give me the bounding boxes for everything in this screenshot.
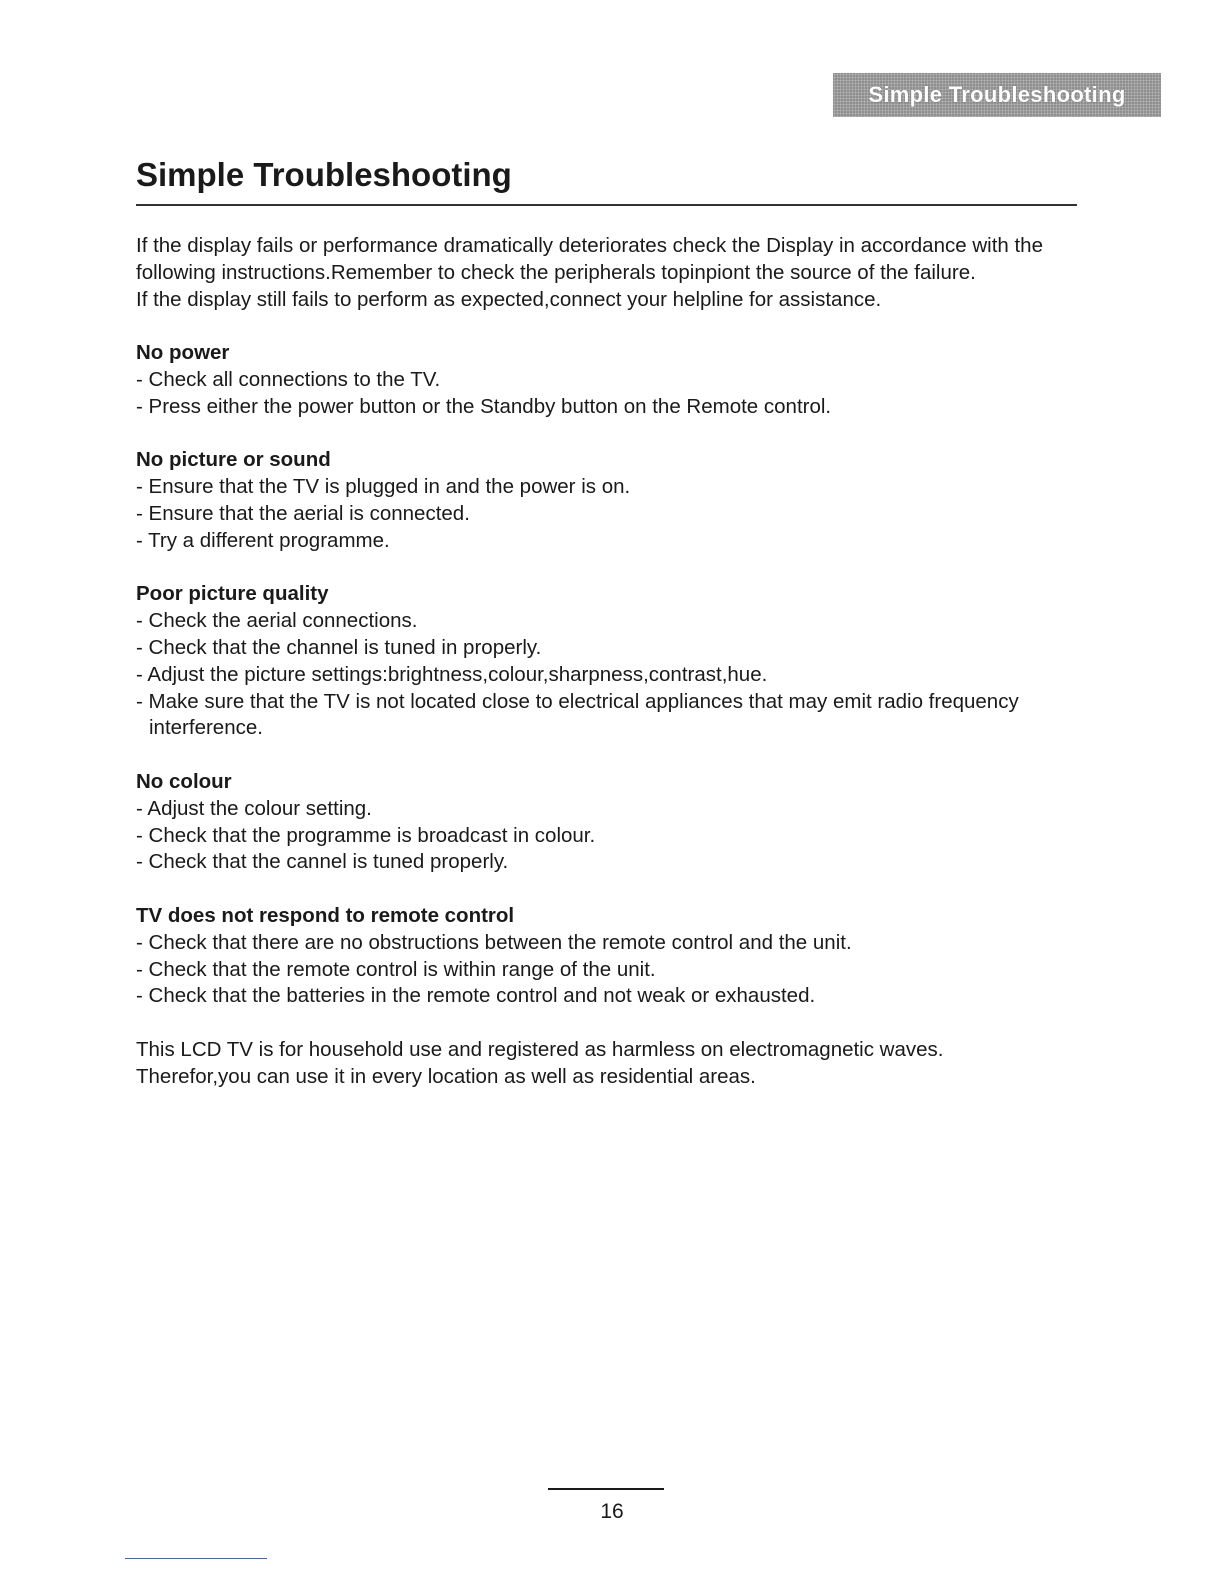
footer-divider xyxy=(548,1488,664,1490)
list-item: - Adjust the colour setting. xyxy=(136,796,372,820)
section-no-power xyxy=(136,340,1081,420)
section-heading: TV does not respond to remote control xyxy=(136,903,515,927)
list-item: - Check that the batteries in the remote control and not weak or exhausted. xyxy=(136,984,816,1008)
section-poor-picture-quality xyxy=(136,581,1081,742)
section-heading: No power xyxy=(136,341,230,365)
intro-paragraph: If the display fails or performance dramatically deteriorates check the Display in accordance with the following instructions.Remember to check the peripherals topinpiont the source of the failure. xyxy=(136,234,1043,284)
list-item: - Ensure that the aerial is connected. xyxy=(136,501,470,525)
list-item: - Check the aerial connections. xyxy=(136,609,418,633)
main-content xyxy=(136,233,1081,1091)
section-heading: No colour xyxy=(136,769,232,793)
closing-line: Therefor,you can use it in every location as well as residential areas. xyxy=(136,1064,756,1088)
list-item: - Adjust the picture settings:brightness,colour,sharpness,contrast,hue. xyxy=(136,662,768,686)
list-item: - Press either the power button or the Standby button on the Remote control. xyxy=(136,394,832,418)
header-tab: Simple Troubleshooting xyxy=(833,73,1161,117)
list-item: - Check that there are no obstructions between the remote control and the unit. xyxy=(136,930,852,954)
title-divider xyxy=(136,204,1077,206)
list-item: - Check that the programme is broadcast in colour. xyxy=(136,823,596,847)
list-item: - Ensure that the TV is plugged in and the power is on. xyxy=(136,475,631,499)
closing-note xyxy=(136,1037,1081,1091)
list-item: - Check all connections to the TV. xyxy=(136,367,441,391)
page-number: 16 xyxy=(600,1500,624,1523)
corner-line xyxy=(125,1558,267,1559)
section-heading: Poor picture quality xyxy=(136,582,329,606)
section-no-colour xyxy=(136,769,1081,876)
intro-paragraph: If the display still fails to perform as expected,connect your helpline for assistance. xyxy=(136,287,882,311)
list-item: - Check that the channel is tuned in properly. xyxy=(136,635,542,659)
page-title: Simple Troubleshooting xyxy=(136,156,512,193)
section-heading: No picture or sound xyxy=(136,448,331,472)
list-item: - Make sure that the TV is not located close to electrical appliances that may emit radio frequency interference. xyxy=(136,689,1019,740)
list-item: - Try a different programme. xyxy=(136,528,390,552)
section-remote-control xyxy=(136,903,1081,1010)
list-item: - Check that the cannel is tuned properly. xyxy=(136,850,509,874)
closing-line: This LCD TV is for household use and registered as harmless on electromagnetic waves. xyxy=(136,1037,944,1061)
section-no-picture-or-sound xyxy=(136,447,1081,554)
list-item: - Check that the remote control is within range of the unit. xyxy=(136,957,656,981)
